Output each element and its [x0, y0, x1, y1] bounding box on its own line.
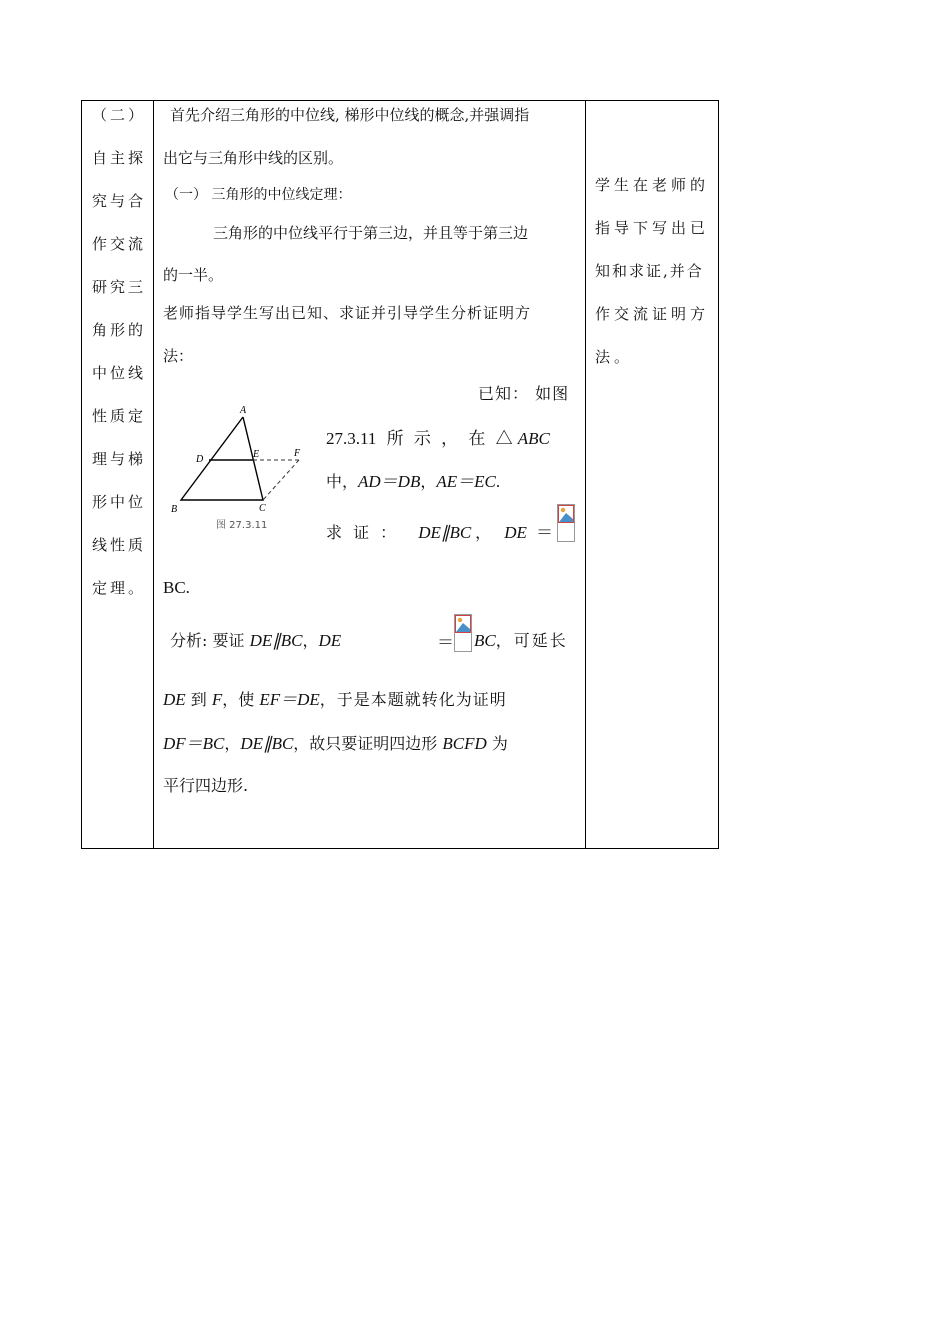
section-heading: （一） 三角形的中位线定理： — [165, 187, 352, 203]
known-period: . — [495, 472, 501, 491]
analysis-comma: ， — [302, 631, 319, 650]
then-text: ，故只要证明四边形 — [293, 734, 443, 753]
stage-line: 中位线 — [92, 364, 147, 382]
label-d: D — [196, 454, 204, 465]
stage-line: 定理。 — [92, 579, 147, 597]
analysis-bc: BC — [474, 631, 496, 650]
known-ad-db: AD＝DB — [358, 472, 421, 491]
ext-f: F — [211, 690, 223, 709]
guide-line-1: 老师指导学生写出已知、求证并引导学生分析证明方 — [163, 304, 532, 322]
intro-line-1: 首先介绍三角形的中位线, 梯形中位线的概念,并强调指 — [170, 106, 530, 124]
then-parallel: DE∥BC — [240, 734, 294, 753]
activity-line: 学生在老师的 — [595, 176, 710, 194]
stage-line: 究与合 — [92, 192, 147, 210]
label-f: F — [294, 448, 301, 459]
activity-line: 法。 — [595, 348, 634, 366]
analysis-extend: ，可延长 — [495, 631, 568, 650]
label-b: B — [171, 504, 178, 515]
broken-image-icon — [455, 615, 471, 633]
then-comma: ， — [224, 734, 241, 753]
known-line-2 — [326, 424, 550, 449]
activity-line: 指导下写出已 — [595, 219, 710, 237]
reduction-line — [163, 729, 508, 754]
ext-de: DE — [163, 690, 186, 709]
known-line-3 — [326, 467, 500, 492]
intro-line-2: 出它与三角形中线的区别。 — [163, 149, 344, 167]
ext-ef-de: EF＝DE — [259, 690, 320, 709]
known-prefix: 中， — [326, 472, 359, 491]
conclusion-line: 平行四边形. — [163, 776, 249, 795]
analysis-parallel: DE∥BC — [249, 631, 303, 650]
prove-line — [326, 518, 553, 543]
known-ae-ec: AE＝EC — [436, 472, 496, 491]
analysis-tail — [474, 628, 568, 651]
triangle-figure — [163, 400, 313, 535]
stage-line: 理与梯 — [92, 450, 147, 468]
missing-image-placeholder — [557, 504, 575, 542]
analysis-line — [170, 628, 341, 651]
analysis-equals: ＝ — [437, 633, 454, 652]
stage-line: 线性质 — [92, 536, 147, 554]
label-a: A — [240, 405, 247, 416]
figure-caption: 图 27.3.11 — [216, 520, 268, 531]
activity-line: 知和求证,并合 — [595, 262, 704, 280]
known-line-1: 已知： 如图 — [478, 384, 570, 403]
analysis-label: 分析: 要证 — [170, 631, 245, 650]
then-be: 为 — [486, 734, 508, 753]
label-c: C — [259, 503, 266, 514]
ext-rest: ，于是本题就转化为证明 — [319, 690, 507, 709]
student-activity-column — [585, 100, 719, 849]
prove-label: 求 证 ： — [326, 523, 400, 542]
prove-comma: ， — [475, 523, 492, 542]
stage-line: 自主探 — [92, 149, 147, 167]
prove-parallel: DE∥BC — [418, 523, 472, 542]
ext-to: 到 — [185, 690, 212, 709]
stage-line: （二） — [92, 106, 147, 124]
prove-equals: ＝ — [536, 523, 554, 542]
label-e: E — [253, 449, 260, 460]
bc-line: BC. — [163, 578, 190, 597]
stage-column — [81, 100, 154, 849]
missing-image-placeholder — [454, 614, 472, 652]
known-comma: ， — [420, 472, 437, 491]
theorem-line-1: 三角形的中位线平行于第三边，并且等于第三边 — [213, 224, 529, 242]
stage-line: 角形的 — [92, 321, 147, 339]
guide-line-2: 法： — [163, 347, 194, 365]
then-bcfd: BCFD — [442, 734, 487, 753]
extension-line — [163, 685, 507, 710]
analysis-de: DE — [318, 631, 342, 650]
triangle-abc — [181, 417, 263, 500]
segment-fc — [263, 460, 299, 500]
stage-line: 作交流 — [92, 235, 147, 253]
stage-line: 形中位 — [92, 493, 147, 511]
prove-de: DE — [504, 523, 527, 542]
theorem-line-2: 的一半。 — [163, 266, 224, 284]
broken-image-icon — [558, 505, 574, 523]
then-df-bc: DF＝BC — [163, 734, 225, 753]
ext-make: ，使 — [222, 690, 260, 709]
known-triangle: ABC — [517, 429, 550, 448]
stage-line: 研究三 — [92, 278, 147, 296]
activity-line: 作交流证明方 — [595, 305, 710, 323]
stage-line: 性质定 — [92, 407, 147, 425]
known-text: 27.3.11 所 示 ， 在 △ — [326, 429, 513, 448]
